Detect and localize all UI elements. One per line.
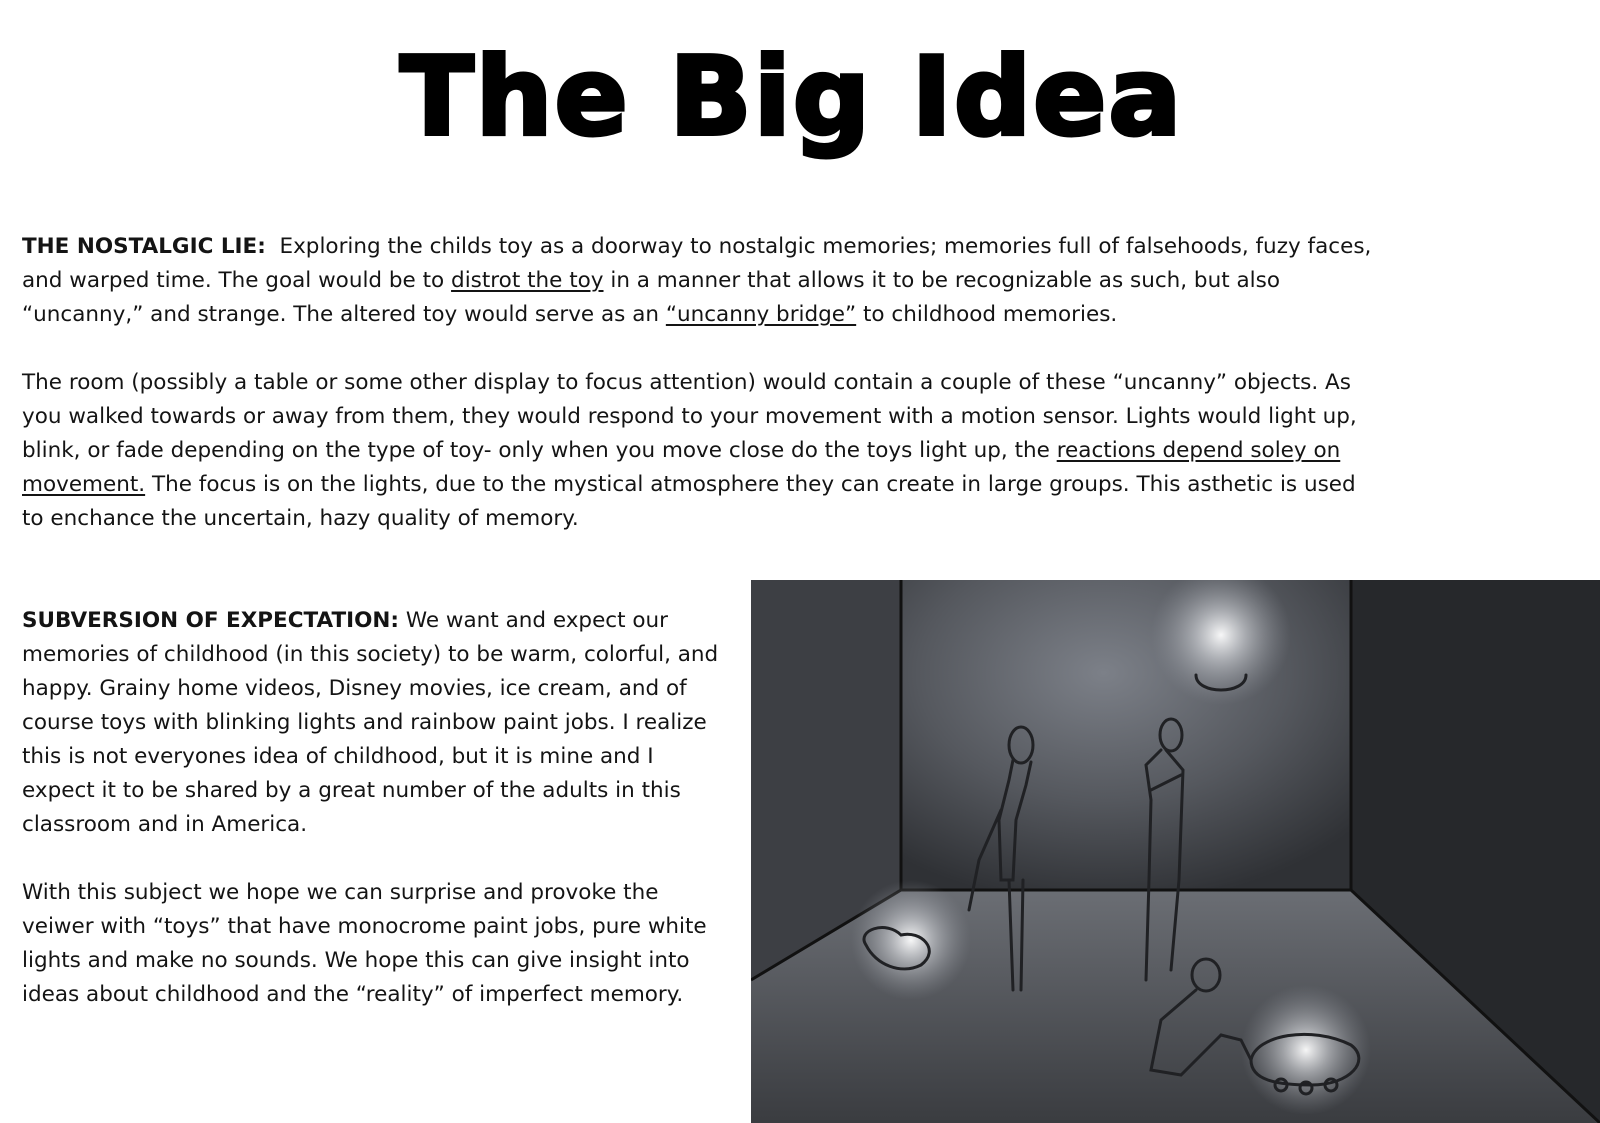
underlined-phrase-reactions: reactions depend soley on movement. (22, 438, 1341, 497)
subversion-paragraph (22, 604, 732, 842)
paragraph-text: in a manner that allows it to be recognizable as such, but also “uncanny,” and strange. The altered toy would serve as an (22, 268, 1280, 327)
underlined-phrase-uncanny-bridge: “uncanny bridge” (665, 302, 857, 327)
nostalgic-lie-heading: THE NOSTALGIC LIE: (22, 234, 266, 259)
paragraph-text: We want and expect our memories of childhood (in this society) to be warm, colorful, and happy. Grainy home videos, Disney movies, ice cream, and of course toys with blinking lights and rainbow paint jobs. I realize this is not everyones idea of childhood, but it is mine and I expect it to be shared by a great number of the adults in this classroom and in America. (22, 608, 719, 837)
subversion-heading: SUBVERSION OF EXPECTATION: (22, 608, 400, 633)
concept-sketch-drawing (751, 580, 1600, 1123)
underlined-phrase-distort-toy: distrot the toy (451, 268, 604, 293)
paragraph-text: The focus is on the lights, due to the mystical atmosphere they can create in large groups. This asthetic is used to enchance the uncertain, hazy quality of memory. (22, 472, 1356, 531)
paragraph-text: Exploring the childs toy as a doorway to nostalgic memories; memories full of falsehoods, fuzy faces, and warped time. The goal would be to (22, 234, 1372, 293)
paragraph-text: to childhood memories. (856, 302, 1118, 327)
paragraph-text: The room (possibly a table or some other display to focus attention) would contain a couple of these “uncanny” objects. As you walked towards or away from them, they would respond to your movement with a motion sensor. Lights would light up, blink, or fade depending on the type of toy- only when you move close do the toys light up, the (22, 370, 1357, 463)
paragraph-text: With this subject we hope we can surprise and provoke the veiwer with “toys” that have monocrome paint jobs, pure white lights and make no sounds. We hope this can give insight into ideas about childhood and the “reality” of imperfect memory. (22, 880, 707, 1007)
concept-sketch-image (751, 580, 1600, 1123)
room-description-paragraph (22, 366, 1382, 536)
page-title: The Big Idea (400, 35, 1184, 160)
subject-paragraph (22, 876, 722, 1012)
nostalgic-lie-paragraph (22, 230, 1382, 332)
